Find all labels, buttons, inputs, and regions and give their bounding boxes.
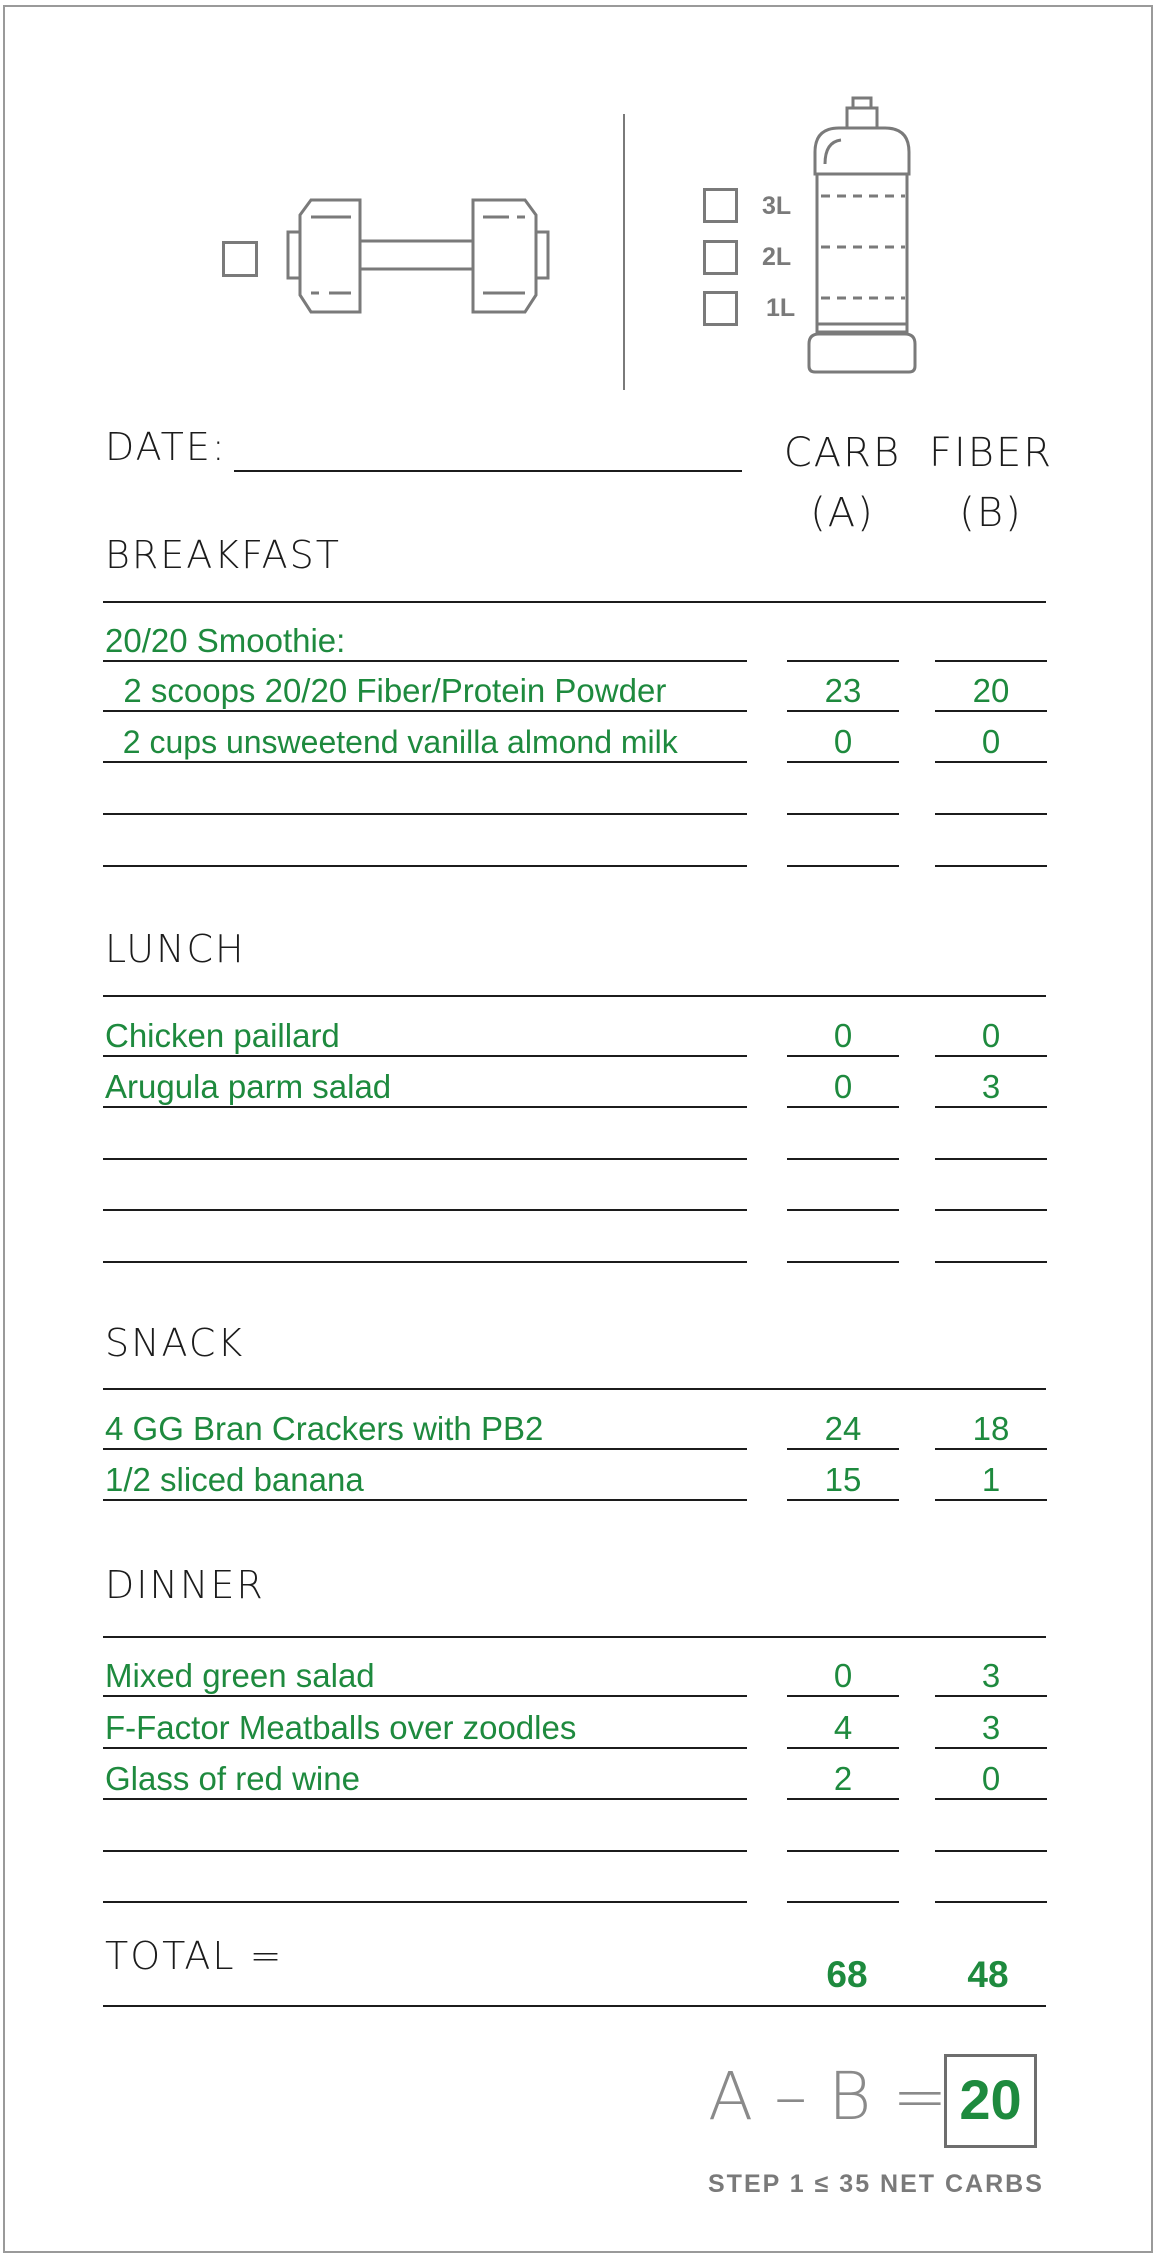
- carb-field[interactable]: [787, 1463, 899, 1501]
- carb-value: 0: [833, 1657, 853, 1694]
- carb-field[interactable]: [787, 1173, 899, 1211]
- fiber-field[interactable]: [935, 1463, 1047, 1501]
- fiber-field[interactable]: [935, 1122, 1047, 1160]
- carb-value: 0: [833, 723, 853, 760]
- exercise-checkbox[interactable]: [222, 241, 258, 277]
- table-row: [0, 1412, 1160, 1452]
- table-row: [0, 1019, 1160, 1059]
- net-carb-formula: A – B =: [708, 2058, 948, 2135]
- carb-field[interactable]: [787, 1122, 899, 1160]
- table-row: [0, 1122, 1160, 1162]
- fiber-field[interactable]: [935, 1762, 1047, 1800]
- meal-item-text: F-Factor Meatballs over zoodles: [105, 1709, 577, 1746]
- meal-item-field[interactable]: [103, 777, 747, 815]
- header-divider: [623, 114, 625, 390]
- fiber-field[interactable]: [935, 829, 1047, 867]
- table-row: [0, 1463, 1160, 1503]
- breakfast-divider: [103, 601, 1046, 603]
- meal-item-text: Glass of red wine: [105, 1760, 360, 1797]
- fiber-value: 3: [981, 1709, 1001, 1746]
- fiber-value: 20: [972, 672, 1010, 709]
- meal-item-field[interactable]: [103, 1412, 747, 1450]
- carb-field[interactable]: [787, 674, 899, 712]
- carb-value: 15: [824, 1461, 862, 1498]
- fiber-field[interactable]: [935, 777, 1047, 815]
- carb-value: 24: [824, 1410, 862, 1447]
- water-2l-label: 2L: [762, 243, 792, 271]
- fiber-field[interactable]: [935, 1019, 1047, 1057]
- table-row: [0, 1225, 1160, 1265]
- table-row: [0, 725, 1160, 765]
- fiber-field[interactable]: [935, 1070, 1047, 1108]
- water-1l-label: 1L: [766, 294, 796, 322]
- table-row: [0, 1659, 1160, 1699]
- table-row: [0, 1711, 1160, 1751]
- table-row: [0, 624, 1160, 664]
- fiber-value: 18: [972, 1410, 1010, 1447]
- fiber-header-title: FIBER: [928, 430, 1054, 476]
- fiber-field[interactable]: [935, 674, 1047, 712]
- carb-total: 68: [826, 1954, 868, 1995]
- carb-field[interactable]: [787, 725, 899, 763]
- fiber-field[interactable]: [935, 1659, 1047, 1697]
- meal-item-field[interactable]: [103, 1762, 747, 1800]
- fiber-column-header: [918, 423, 1064, 543]
- carb-header-title: CARB: [783, 430, 902, 476]
- fiber-value: 3: [981, 1657, 1001, 1694]
- fiber-field[interactable]: [935, 1814, 1047, 1852]
- carb-field[interactable]: [787, 1659, 899, 1697]
- meal-item-field[interactable]: [103, 725, 747, 763]
- carb-field[interactable]: [787, 1070, 899, 1108]
- net-carb-note: STEP 1 ≤ 35 NET CARBS: [708, 2170, 1044, 2198]
- water-2l-checkbox[interactable]: [703, 240, 738, 275]
- table-row: [0, 1762, 1160, 1802]
- snack-divider: [103, 1388, 1046, 1390]
- carb-column-header: [770, 423, 915, 543]
- meal-item-field[interactable]: [103, 1865, 747, 1903]
- carb-value: 0: [833, 1017, 853, 1054]
- meal-item-text: 4 GG Bran Crackers with PB2: [105, 1410, 544, 1447]
- dumbbell-icon: [285, 195, 550, 315]
- total-divider: [103, 2005, 1046, 2007]
- meal-item-text: 2 cups unsweetend vanilla almond milk: [105, 724, 678, 760]
- table-row: [0, 1865, 1160, 1905]
- carb-field[interactable]: [787, 1019, 899, 1057]
- fiber-field[interactable]: [935, 1711, 1047, 1749]
- fiber-field[interactable]: [935, 1865, 1047, 1903]
- table-row: [0, 1070, 1160, 1110]
- lunch-title: LUNCH: [105, 927, 246, 971]
- fiber-field[interactable]: [935, 624, 1047, 662]
- net-carb-value[interactable]: 20: [944, 2054, 1037, 2148]
- fiber-field[interactable]: [935, 1412, 1047, 1450]
- meal-item-field[interactable]: [103, 1019, 747, 1057]
- fiber-field[interactable]: [935, 725, 1047, 763]
- meal-item-text: 1/2 sliced banana: [105, 1461, 364, 1498]
- meal-item-text: Mixed green salad: [105, 1657, 375, 1694]
- snack-title: SNACK: [105, 1321, 245, 1365]
- meal-item-field[interactable]: [103, 1659, 747, 1697]
- meal-item-field[interactable]: [103, 1814, 747, 1852]
- meal-item-text: 20/20 Smoothie:: [105, 622, 346, 659]
- carb-field[interactable]: [787, 1412, 899, 1450]
- water-3l-checkbox[interactable]: [703, 188, 738, 223]
- dinner-divider: [103, 1636, 1046, 1638]
- carb-field[interactable]: [787, 1762, 899, 1800]
- table-row: [0, 1814, 1160, 1854]
- total-label: TOTAL =: [105, 1934, 284, 1978]
- fiber-value: 0: [981, 723, 1001, 760]
- meal-item-field[interactable]: [103, 1173, 747, 1211]
- meal-item-field[interactable]: [103, 624, 747, 662]
- meal-item-text: Arugula parm salad: [105, 1068, 392, 1105]
- meal-item-field[interactable]: [103, 1122, 747, 1160]
- fiber-value: 3: [981, 1068, 1001, 1105]
- water-3l-label: 3L: [762, 192, 792, 220]
- fiber-field[interactable]: [935, 1225, 1047, 1263]
- carb-field[interactable]: [787, 624, 899, 662]
- carb-field[interactable]: [787, 1711, 899, 1749]
- date-label: DATE:: [105, 425, 227, 469]
- carb-field[interactable]: [787, 777, 899, 815]
- carb-field[interactable]: [787, 1865, 899, 1903]
- carb-field[interactable]: [787, 829, 899, 867]
- carb-value: 0: [833, 1068, 853, 1105]
- meal-item-field[interactable]: [103, 1225, 747, 1263]
- date-field[interactable]: [234, 470, 742, 472]
- meal-item-text: Chicken paillard: [105, 1017, 340, 1054]
- meal-item-text: 2 scoops 20/20 Fiber/Protein Powder: [105, 672, 667, 709]
- dinner-title: DINNER: [105, 1563, 265, 1607]
- carb-value: 23: [824, 672, 862, 709]
- fiber-value: 0: [981, 1017, 1001, 1054]
- fiber-total: 48: [967, 1954, 1009, 1995]
- carb-value: 4: [833, 1709, 853, 1746]
- carb-value: 2: [833, 1760, 853, 1797]
- meal-item-field[interactable]: [103, 829, 747, 867]
- carb-header-sub: (A): [810, 490, 875, 536]
- meal-item-field[interactable]: [103, 674, 747, 712]
- water-bottle-icon: [805, 94, 925, 378]
- fiber-value: 0: [981, 1760, 1001, 1797]
- fiber-header-sub: (B): [959, 490, 1023, 536]
- breakfast-title: BREAKFAST: [105, 533, 341, 577]
- meal-item-field[interactable]: [103, 1070, 747, 1108]
- fiber-value: 1: [981, 1461, 1001, 1498]
- meal-item-field[interactable]: [103, 1463, 747, 1501]
- fiber-field[interactable]: [935, 1173, 1047, 1211]
- meal-item-field[interactable]: [103, 1711, 747, 1749]
- lunch-divider: [103, 995, 1046, 997]
- table-row: [0, 829, 1160, 869]
- table-row: [0, 777, 1160, 817]
- water-1l-checkbox[interactable]: [703, 291, 738, 326]
- table-row: [0, 1173, 1160, 1213]
- carb-field[interactable]: [787, 1225, 899, 1263]
- table-row: [0, 674, 1160, 714]
- carb-field[interactable]: [787, 1814, 899, 1852]
